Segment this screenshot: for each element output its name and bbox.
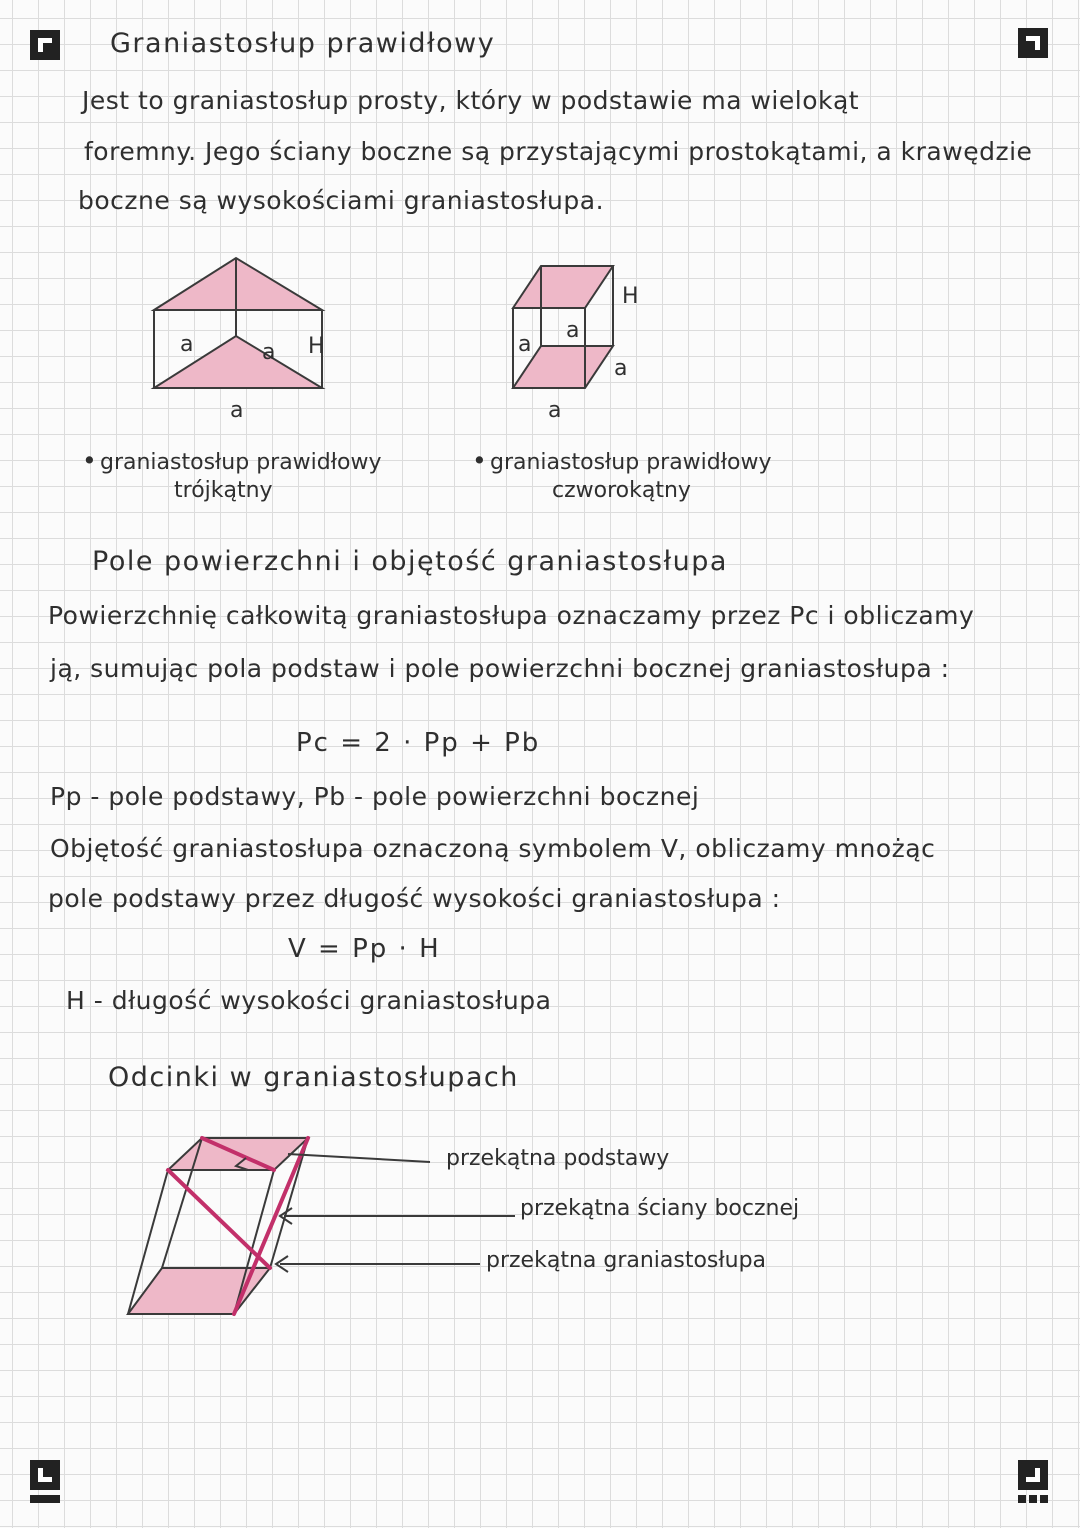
volume-text-line-2: pole podstawy przez długość wysokości graniastosłupa : — [48, 884, 781, 913]
triangular-label-a-left: a — [180, 332, 194, 357]
formula-volume: V = Pp · H — [288, 934, 441, 964]
caption-triangular-line-1: graniastosłup prawidłowy — [100, 450, 382, 475]
quad-label-a-right: a — [614, 356, 628, 381]
quad-label-a-top: a — [566, 318, 580, 343]
corner-marker-top-right-icon — [1018, 28, 1048, 58]
area-text-line-2: ją, sumując pola podstaw i pole powierzchni bocznej graniastosłupa : — [50, 654, 950, 683]
caption-bullet-quadrilateral: • — [472, 446, 488, 475]
definition-line-1: Jest to graniastosłup prosty, który w podstawie ma wielokąt — [82, 86, 860, 115]
caption-quad-line-2: czworokątny — [552, 478, 691, 503]
triangular-label-h: H — [308, 334, 325, 359]
quadrilateral-prism-diagram — [505, 258, 628, 398]
quad-label-a-left: a — [518, 332, 532, 357]
area-legend-line: Pp - pole podstawy, Pb - pole powierzchni bocznej — [50, 782, 700, 811]
page-title: Graniastosłup prawidłowy — [110, 28, 496, 59]
corner-marker-bottom-left-icon — [30, 1460, 60, 1504]
caption-bullet-triangular: • — [82, 446, 98, 475]
definition-line-2: foremny. Jego ściany boczne są przystającymi prostokątami, a krawędzie — [84, 137, 1033, 166]
caption-quad-line-1: graniastosłup prawidłowy — [490, 450, 772, 475]
quad-prism-top-base — [513, 266, 613, 308]
prism-diagonal-line — [168, 1170, 270, 1268]
segments-heading: Odcinki w graniastosłupach — [108, 1062, 519, 1093]
quad-label-a-bottom: a — [548, 398, 562, 423]
triangular-prism-top-base — [154, 258, 322, 310]
height-legend-line: H - długość wysokości graniastosłupa — [66, 986, 552, 1015]
volume-text-line-1: Objętość graniastosłupa oznaczoną symbolem V, obliczamy mnożąc — [50, 834, 936, 863]
quad-label-h: H — [622, 284, 639, 309]
caption-triangular-line-2: trójkątny — [174, 478, 273, 503]
formula-total-area: Pc = 2 · Pp + Pb — [296, 728, 541, 758]
label-base-diagonal: przekątna podstawy — [446, 1146, 670, 1171]
corner-marker-top-left-icon — [30, 30, 60, 60]
definition-line-3: boczne są wysokościami graniastosłupa. — [78, 186, 605, 215]
triangular-label-a-right: a — [262, 340, 276, 365]
label-face-diagonal: przekątna ściany bocznej — [520, 1196, 800, 1221]
triangular-label-a-bottom: a — [230, 398, 244, 423]
triangular-prism-diagram — [140, 250, 340, 410]
area-volume-heading: Pole powierzchni i objętość graniastosłupa — [92, 546, 728, 577]
corner-marker-bottom-right-icon — [1018, 1460, 1048, 1504]
label-prism-diagonal: przekątna graniastosłupa — [486, 1248, 767, 1273]
area-text-line-1: Powierzchnię całkowitą graniastosłupa oznaczamy przez Pc i obliczamy — [48, 601, 975, 630]
